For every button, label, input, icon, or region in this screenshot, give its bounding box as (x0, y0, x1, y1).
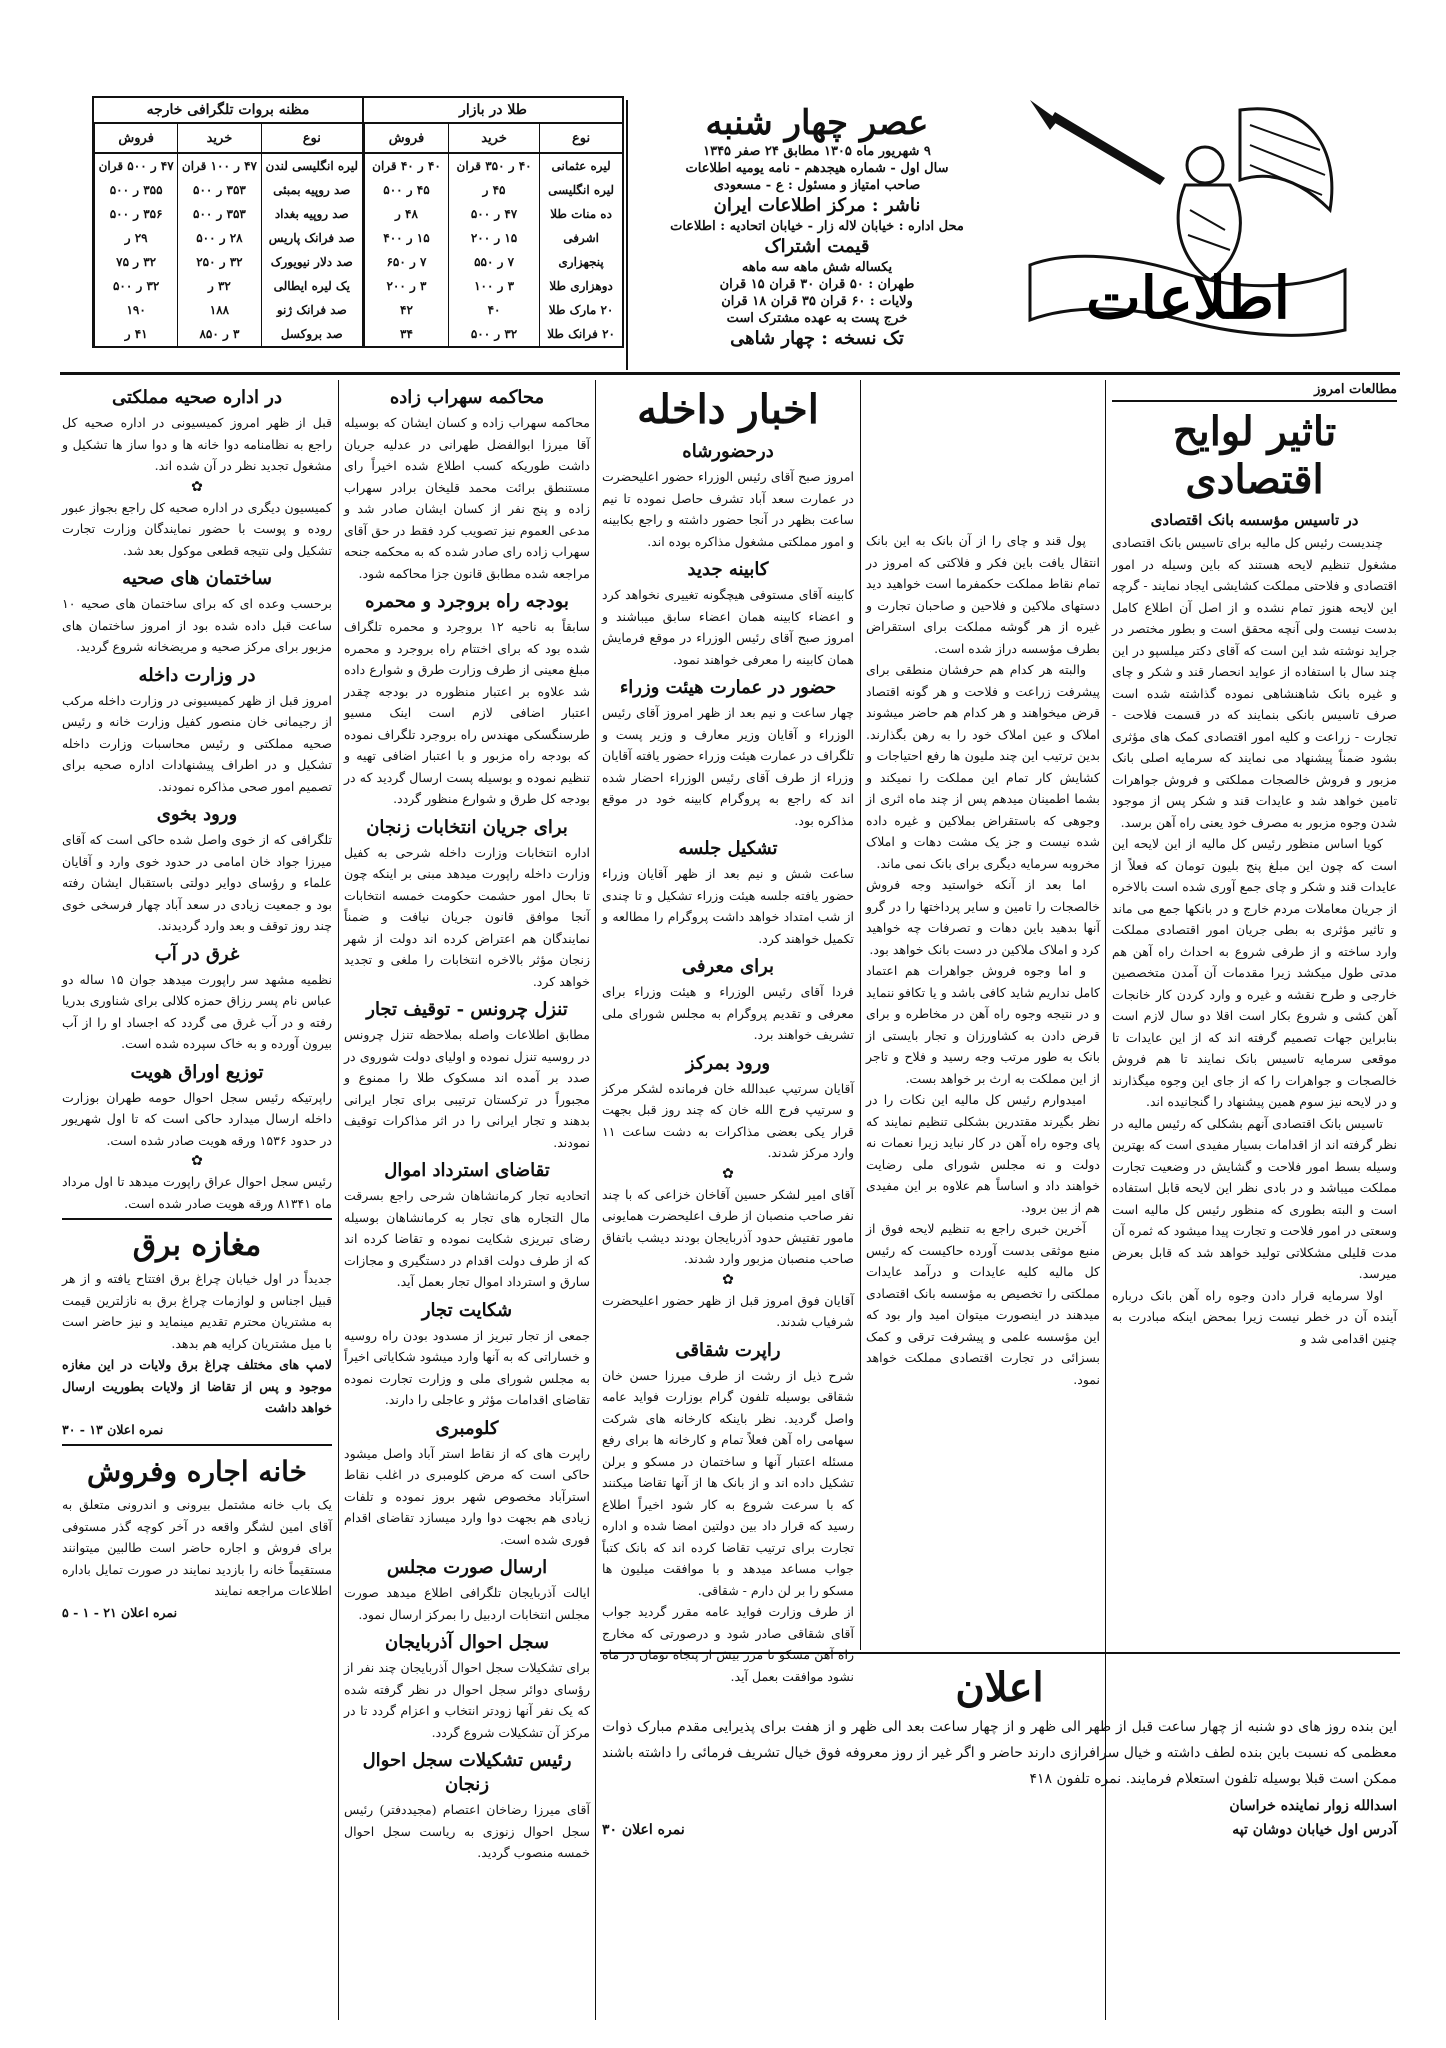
news-paragraph: نظمیه مشهد سر راپورت میدهد جوان ۱۵ ساله دو عباس نام پسر رزاق حمزه کلالی برای شناوری بدریا رفته و در آب غرق می گردد که اجساد او را از آب بیرون آورده و به خاک سپرده شده است. (62, 971, 332, 1051)
gold-cell: ۴۷ ر ۵۰۰ (448, 202, 539, 226)
gold-cell: ۳۲ ر ۵۰۰ (448, 322, 539, 346)
fx-cell: یک لیره ایطالی (261, 274, 362, 298)
column-domestic-news (602, 380, 854, 1684)
owner-line: صاحب امتیاز و مسئول : ع - مسعودی (713, 178, 921, 193)
gold-cell: ۷ ر ۶۵۰ (365, 250, 449, 274)
notice-signature: اسدالله زوار نماینده خراسان (1229, 1798, 1397, 1814)
notice-title: اعلان (955, 1664, 1044, 1711)
news-paragraph: راپرتیکه رئیس سجل احوال حومه طهران بوزارت داخله ارسال میدارد حاکی است که تا اول شهریور در حدود ۱۵۳۶ ورقه هویت صادر شده است. (62, 1089, 332, 1148)
fx-header: نوع (261, 124, 362, 153)
notice-box (602, 1658, 1397, 2018)
news-paragraph: شرح ذیل از رشت از طرف میرزا حسن خان شقاقی بوسیله تلفون گرام بوزارت فواید عامه واصل گردید. نظر باینکه کارخانه های شرکت سهامی راه آهن فعلاً تمام و کارخانه ها برای رفع مسئله اعتبار آنها و ساختمان در مسکو و برلن تشکیل داده اند و از بانک ها از آنها تقاضا میکنند که با سرعت شروع به کار شود اخیراً اطلاع رسید که قرار داد بین دولتین امضا شده و اداره تجارت برای ترتیب تقاضا کرده اند که بانک کتباً جواب مساعد میدهد و با موافقت میلیون ها مسکو را بر لن دارم - شقاقی. (602, 1367, 854, 1598)
gold-cell: ۴۵ ر (448, 178, 539, 202)
news-paragraph: فردا آقای رئیس الوزراء و هیئت وزراء برای معرفی و تقدیم پروگرام به مجلس شورای ملی تشریف خواهند برد. (602, 984, 854, 1042)
news-headline: برای معرفی (681, 956, 775, 977)
news-paragraph: سابقاً به ناحیه ۱۲ بروجرد و محمره تلگراف شده بود که برای اختتام راه بروجرد و محمره مبلغ معینی از طرف وزارت طرق و شوارع داده شد علاوه بر اعتبار منظوره در بودجه چقدر اعتبار اضافی لازم است اینک مسیو طرسنگسکی مهندس راه بروجرد تلگراف نموده که بودجه راه مزبور و با اعتبار اضافی تهیه و تنظیم نموده و بوسیله پست ارسال گردید که در بودجه کل طرق و شوارع منظور گردد. (344, 619, 590, 806)
fx-row (95, 250, 363, 274)
ad-house-title: خانه اجاره وفروش (86, 1455, 307, 1488)
ad-electric-text2: لامپ های مختلف چراغ برق ولایات در این مغازه موجود و پس از تقاضا از ولایات بطوریت ارسال خواهد داشت (62, 1357, 332, 1415)
gold-cell: ۳۴ (365, 322, 449, 346)
fx-cell: صد فرانک ژنو (261, 298, 362, 322)
fx-row (95, 322, 363, 346)
news-paragraph: آقای امیر لشکر حسین آقاخان خزاعی که با چند نفر صاحب منصبان از طرف اعلیحضرت همایونی مامور تفتیش حدود آذربایجان بودند دیشب باتفاق صاحب منصبان مزبور وارد شدند. (602, 1186, 854, 1266)
news-headline: تشکیل جلسه (678, 838, 778, 859)
masthead-bottom-rule (60, 372, 1400, 375)
news-paragraph: آقایان فوق امروز قبل از ظهر حضور اعلیحضرت شرفیاب شدند. (602, 1292, 854, 1329)
fx-cell: صد روپیه بغداد (261, 202, 362, 226)
gold-header: فروش (365, 124, 449, 153)
star-separator-icon: ✿ (722, 1271, 734, 1288)
article-paragraph: امیدوارم رئیس کل مالیه این نکات را در نظر بگیرند مقتدرین بشکلی تنظیم نمایند که پای وجوه راه آهن در کار نباید زیرا نعمات نه دولت و نه مجلس شورای ملی رضایت خواهند داد و اساساً هم علاوه بر این مفیدی هم از بین برود. (866, 1092, 1100, 1215)
masthead-brand (1010, 90, 1360, 340)
article-paragraph: و اما وجوه فروش جواهرات هم اعتماد کامل نداریم شاید کافی باشد و یا تکافو ننماید و در نتیجه وجوه راه آهن در مخاطره و برای قرض دادن به کشاورزان و تجار بایستی از بانک به طور مرتب وجه رسید و فلاح و تاجر از این مملکت به ارث بر خواهد بست. (866, 963, 1100, 1086)
fx-cell: ۳۵۳ ر ۵۰۰ (178, 202, 261, 226)
article-paragraph: آخرین خبری راجع به تنظیم لایحه فوق از منبع موثقی بدست آورده حاکیست که رئیس کل مالیه کلیه عایدات و درآمد عایدات مملکتی را تخصیص به مؤسسه بانک اقتصادی میدهند در اینصورت میتوان امید وار بود که این مؤسسه علمی و پیشرفت ترقی و کمک بسزائی در تجارت اقتصادی مملکت خواهد نمود. (866, 1221, 1100, 1387)
news-headline: تنزل چرونس - توقیف تجار (366, 999, 568, 1020)
section-label: مطالعات امروز (1112, 380, 1397, 402)
news-headline: راپرت شقاقی (675, 1339, 781, 1361)
news-headline: ارسال صورت مجلس (386, 1557, 548, 1578)
gold-price-table (362, 96, 624, 348)
news-headline: حضور در عمارت هیئت وزراء (619, 677, 837, 698)
column-rule-2 (860, 380, 861, 1650)
fx-cell: ۴۷ ر ۵۰۰ قران (95, 153, 178, 178)
article-paragraph: کویا اساس منظور رئیس کل مالیه از این لایحه این است که چون این مبلغ پنج بلیون تومان که فعلاً از عایدات قند و شکر و چای جمع آوری شده است بالاخره از جریان معاملات مردم خارج و در بانکها جمع می ماند و تاثیر مؤثری به بطی جریان امور اقتصادی مملکت وارد ساخته و از طرفی شروع به احداث راه آهن هم مدتی طول میکشد زیرا مقدمات آن آمدن متخصصین خارجی و طرح نقشه و غیره و وارد کردن کار خانجات آهن کشی و شروع بکار است اقلا دو سال لازم است بنابراین جهات تصمیم گرفته اند که از این عایدات تا موقعی سرمایه تاسیس بانک نمایند تا هم فروش خالصجات و جواهرات را که از جای این وجوه میگذارند و در لایحه نیز سوم همین پیشنهاد را گنجانیده اند. (1112, 836, 1397, 1109)
news-paragraph: امروز قبل از ظهر کمیسیونی در وزارت داخله مرکب از رجیمانی خان منصور کفیل وزارت خانه و رئیس صحیه مملکتی و رئیس محاسبات وزارت داخله تشکیل و در اطراف پیشنهادات اداره صحیه برای تصمیم امور صحی مذاکره نمودند. (62, 692, 332, 794)
fx-cell: ۳۲ ر ۵۰۰ (95, 274, 178, 298)
news-paragraph: تلگرافی که از خوی واصل شده حاکی است که آقای میرزا جواد خان امامی در حدود خوی وارد و آقایان علماء و رؤسای دوایر دولتی باستقبال ایشان رفته بود و جمعیت زیادی در سعد آباد چهار فرسخی خوی چند روز توقف و بعد وارد گردیدند. (62, 832, 332, 933)
gold-cell: پنجهزاری (540, 250, 622, 274)
news-headline: رئیس تشکیلات سجل احوال زنجان (362, 1750, 572, 1795)
news-paragraph: برای تشکیلات سجل احوال آذربایجان چند نفر از رؤسای دوائر سجل احوال در نظر گرفته شده که یک نفر آنها زودتر انتخاب و اعزام گردد تا در مرکز آن تشکیلات شروع گردد. (344, 1660, 590, 1740)
ad-house-number: نمره اعلان ۲۱ - ۱ - ۵ (62, 1604, 178, 1620)
fx-cell: ۲۸ ر ۵۰۰ (178, 226, 261, 250)
fx-header: خرید (178, 124, 261, 153)
gold-cell: ۴۲ (365, 298, 449, 322)
news-headline: سجل احوال آذربایجان (385, 1632, 549, 1653)
fx-cell: ۲۹ ر (95, 226, 178, 250)
fx-row (95, 274, 363, 298)
gold-row (365, 298, 623, 322)
ad-electric-title: مغازه برق (132, 1228, 262, 1263)
star-separator-icon: ✿ (722, 1165, 734, 1182)
fx-cell: صد بروکسل (261, 322, 362, 346)
news-headline: غرق در آب (154, 943, 240, 965)
fx-cell: ۱۹۰ (95, 298, 178, 322)
editorial-subtitle: در تاسیس مؤسسه بانک اقتصادی (1150, 511, 1359, 529)
fx-cell: ۳۵۵ ر ۵۰۰ (95, 178, 178, 202)
news-headline: کابینه جدید (687, 559, 769, 580)
news-paragraph: کمیسیون دیگری در اداره صحیه کل راجع بجواز عبور روده و پوست با حضور نمایندگان وزارت تجارت تشکیل ولی نتیجه قطعی موکول بعد شد. (62, 499, 332, 558)
gold-cell: ۴۸ ر (365, 202, 449, 226)
article-paragraph: اما بعد از آنکه خواستید وجه فروش خالصجات را تامین و سایر پرداختها را در گرو آنها بدهید باین دهات و تصرفات چه خواهید کرد و املاک ملاکین در دست بانک خواهد بود. (866, 877, 1100, 957)
news-headline: ساختمان های صحیه (122, 568, 272, 589)
news-paragraph: آقایان سرتیپ عبدالله خان فرمانده لشکر مرکز و سرتیپ فرج الله خان که چند روز قبل بجهت قرار یکی بعضی مذاکرات به دشت ساعت ۱۱ وارد مرکز شدند. (602, 1080, 854, 1160)
fx-cell: صد فرانک پاریس (261, 226, 362, 250)
subscription-tehran: طهران : ۵۰ قران ۳۰ قران ۱۵ قران (719, 277, 915, 292)
column-editorial-cont (866, 380, 1100, 1795)
fx-cell: ۳۵۳ ر ۵۰۰ (178, 178, 261, 202)
news-paragraph: اتحادیه تجار کرمانشاهان شرحی راجع بسرقت مال التجاره های تجار به کرمانشاهان بوسیله رضای تبریزی شکایت نموده و تقاضا کرده اند که از طرف دولت اقدام در دستگیری و مجازات سارق و استرداد اموال تجار بعمل آید. (344, 1188, 590, 1289)
news-headline: ورود بمرکز (685, 1052, 771, 1074)
domestic-news-title: اخبار داخله (637, 386, 819, 433)
ad-electric-shop (62, 1218, 332, 1440)
gold-cell: ۴۰ ر ۴۰ قران (365, 153, 449, 178)
column-health-news (62, 380, 332, 2020)
gold-cell: لیره عثمانی (540, 153, 622, 178)
gold-cell: ۲۰ فرانک طلا (540, 322, 622, 346)
gold-row (365, 274, 623, 298)
notice-text: این بنده روز های دو شنبه از چهار ساعت قبل از ظهر الی ظهر و از چهار ساعت بعد الی ظهر و از هفت برای پذیرایی مقدم مبارک ذوات معظمی که نسبت باین بنده لطف داشته و خیال سرافرازی دارند حاضر و اگر غیر از روز معروفه فوق خیال تشریف فرمائی را داشته باشند ممکن است قبلا بوسیله تلفون استعلام فرمایند. نمره تلفون ۴۱۸ (602, 1719, 1397, 1787)
news-headline: محاکمه سهراب زاده (389, 387, 545, 408)
gold-row (365, 250, 623, 274)
notice-address: آدرس اول خیابان دوشان تپه (1232, 1822, 1397, 1838)
news-paragraph: آقای میرزا رضاخان اعتصام (مجیددفتر) رئیس سجل احوال زنوزی به ریاست سجل احوال خمسه منصوب گردید. (344, 1802, 590, 1860)
ad-electric-text: جدیداً در اول خیابان چراغ برق افتتاح یافته و از هر قبیل اجناس و لوازمات چراغ برق به نازلترین قیمت به مشتریان محترم تقدیم مینماید و نیز حاضر است با میل مشتریان کرایه هم بدهد. (62, 1271, 332, 1351)
ad-house-text: یک باب خانه مشتمل بیرونی و اندرونی متعلق به آقای امین لشگر واقعه در آخر کوچه گذر مستوفی برای فروش و اجاره حاضر است طالبین میتوانند مستقیماً خانه را بازدید نمایند در صورت تمایل باداره اطلاعات مراجعه نمایند (62, 1497, 332, 1598)
article-paragraph: چندیست رئیس کل مالیه برای تاسیس بانک اقتصادی مشغول تنظیم لایحه هستند که باین وسیله در امور اقتصادی و فلاحتی مملکت کشایشی ایجاد نمایند - گرچه این لایحه هنوز تمام نشده و از اصل آن اطلاع کامل بدست نیست ولی آنچه محقق است و بطور مختصر در جراید نوشته شد این است که آقای دکتر میلسپو در این چند سال با استفاده از عواید انحصار قند و شکر و چای و غیره بانک شاهنشاهی نموده گذاشته شده است صرف تاسیس بانکی بنمایند که در قسمت فلاحت - تجارت - زراعت و کلیه امور اقتصادی کمک های مؤثری بشود ضمناً پیشنهاد می نمایند که سرمایه اصلی بانک مزبور و فروش خالصجات مملکتی و فروش جواهرات تامین خواهد شد و عایدات قند و شکر پس از موجود شدن وجوه مزبور به مصرف خود یعنی راه آهن برسد. (1112, 535, 1397, 830)
fx-cell: لیره انگلیسی لندن (261, 153, 362, 178)
article-paragraph: تاسیس بانک اقتصادی آنهم بشکلی که رئیس مالیه در نظر گرفته اند از اقدامات بسیار مفیدی است که بهترین وسیله بسط امور فلاحت و گشایش در وضعیت تجارت مملکت میباشد و در بادی نظر این لایحه قابل استفاده است و البته بطوری که منظور رئیس کل مالیه است وسعتی در امور فلاحت و تجارت پیدا میشود که ثمره آن مدت قلیلی مشکلاتی تولید خواهد شد که قابل بعرض میرسد. (1112, 1115, 1397, 1281)
gold-header: نوع (540, 124, 622, 153)
ad-electric-number: نمره اعلان ۱۳ - ۳۰ (62, 1421, 164, 1437)
gold-cell: ۱۵ ر ۲۰۰ (448, 226, 539, 250)
news-paragraph: امروز صبح آقای رئیس الوزراء حضور اعلیحضرت در عمارت سعد آباد تشرف حاصل نموده تا نیم ساعت بظهر در آنجا حضور داشته و راجع بکابینه و امور مملکتی مشغول مذاکره بوده اند. (602, 469, 854, 549)
article-paragraph: پول قند و چای را از آن بانک به این بانک انتقال یافت باین فکر و فلاکتی که امروز در تمام نقاط مملکت حکمفرما است خواهید دید دستهای ملاکین و فلاحین و صاحبان تجارت و غیره از هر گوشه مملکت برای استقراض بطرف مؤسسه دراز شده است. (866, 533, 1100, 656)
news-headline: ورود بخوی (156, 804, 238, 825)
issue-day: عصر چهار شنبه (705, 103, 929, 143)
news-headline: کلومبری (435, 1417, 499, 1439)
gold-cell: ۴۰ ر ۳۵۰ قران (448, 153, 539, 178)
fx-cell: صد روپیه بمبئی (261, 178, 362, 202)
single-price: تک نسخه : چهار شاهی (730, 328, 904, 349)
gold-cell: اشرفی (540, 226, 622, 250)
gold-cell: ده منات طلا (540, 202, 622, 226)
gold-cell: ۳ ر ۱۰۰ (448, 274, 539, 298)
date-line: ۹ شهریور ماه ۱۳۰۵ مطابق ۲۴ صفر ۱۳۴۵ (703, 144, 931, 159)
news-headline: در اداره صحیه مملکتی (111, 387, 282, 408)
gold-cell: ۱۵ ر ۴۰۰ (365, 226, 449, 250)
fx-row (95, 226, 363, 250)
news-paragraph: مطابق اطلاعات واصله بملاحظه تنزل چرونس در روسیه تنزل نموده و اولیای دولت شوروی در صدد بر آمده اند مسکوک طلا را ممنوع و مجبوراً در ترکستان ترتیبی برای تجار ایرانی بدهند و تجار ایرانی را در اثر مذاکرات توقیف نمودند. (344, 1027, 590, 1150)
news-paragraph: رئیس سجل احوال عراق راپورت میدهد تا اول مرداد ماه ۸۱۳۴۱ ورقه هویت صادر شده است. (62, 1174, 332, 1211)
news-paragraph: برحسب وعده ای که برای ساختمان های صحیه ۱۰ ساعت قبل داده شده بود از امروز ساختمان های مزبور برای مرکز صحیه و مریضخانه شروع گردید. (62, 596, 332, 654)
angel-trumpet-emblem (1010, 90, 1360, 340)
gold-cell: ۴۵ ر ۵۰۰ (365, 178, 449, 202)
brand-logo-text: اطلاعات (1086, 264, 1290, 332)
fx-table-title: مظنه بروات تلگرافی خارجه (94, 98, 362, 124)
fx-cell: ۴۷ ر ۱۰۰ قران (178, 153, 261, 178)
gold-cell: ۴۰ (448, 298, 539, 322)
fx-row (95, 202, 363, 226)
gold-row (365, 202, 623, 226)
fx-row (95, 298, 363, 322)
news-paragraph: اداره انتخابات وزارت داخله شرحی به کفیل وزارت داخله راپورت میدهد مبنی بر اینکه چون تا بحال امور حشمت حکومت خمسه انتخابات آنجا موافق قانون جریان نیافت و ضمناً نمایندگان هم اعتراض کرده اند دولت از شهر زنجان مؤثر بالاخره انتخابات را ملغی و تجدید خواهد کرد. (344, 844, 590, 989)
fx-cell: ۳۲ ر ۲۵۰ (178, 250, 261, 274)
article-paragraph: والبته هر کدام هم حرفشان منطقی برای پیشرفت زراعت و فلاحت و هر گونه اقتصاد قرض میخواهند و هر کدام هم حاضر میشوند املاک و عین املاک خود را به رهن بگذارند. بدین ترتیب این چند ملیون ها رفع احتیاجات و کشایش کار تمام این مملکت را نمیکند و بشما اطمینان میدهم پس از چند ماه اثری از وجوهی که باستقراض بملاکین و غیره داده شده نیست و جز یک مشت دهات و املاک مخروبه سرمایه دیگری برای بانک نمی ماند. (866, 662, 1100, 871)
gold-row (365, 322, 623, 346)
column-rule-3 (595, 380, 596, 2020)
news-paragraph: محاکمه سهراب زاده و کسان ایشان که بوسیله آقا میرزا ابوالفضل طهرانی در عدلیه جریان داشت طوریکه کسب اطلاع شده اخیراً رای مستنطق برائت محمد قلیخان برادر سهراب زاده و پنج نفر از کسان ایشان صادر شد و مدعی العموم نیز تصویب کرد فقط در حق آقای سهراب زاده رای صادر شده که به محکمه جنحه مراجعه شده مطابق قانون جزا محاکمه شود. (344, 415, 590, 581)
news-paragraph: از طرف وزارت فواید عامه مقرر گردید جواب آقای شقاقی صادر شود و درصورتی که مخارج راه آهن مسکو تا مرز بیش از پنجاه تومان در ماه نشود موافقت بعمل آید. (602, 1604, 854, 1684)
star-separator-icon: ✿ (191, 478, 203, 495)
gold-cell: دوهزاری طلا (540, 274, 622, 298)
news-headline: بودجه راه بروجرد و محمره (365, 591, 569, 612)
notice-number: نمره اعلان ۳۰ (602, 1822, 685, 1838)
news-paragraph: جمعی از تجار تبریز از مسدود بودن راه روسیه و خساراتی که به آنها وارد میشود شکایاتی اخیراً به مجلس شورای ملی و وزارت تجارت نموده تقاضای اقدامات مؤثر و عاجلی را دارند. (344, 1327, 590, 1407)
gold-row (365, 153, 623, 178)
fx-cell: ۳۲ ر (178, 274, 261, 298)
gold-cell: ۲۰ مارک طلا (540, 298, 622, 322)
subscription-cols: یکساله شش ماهه سه ماهه (741, 260, 893, 275)
masthead-divider (626, 100, 628, 370)
news-headline: درحضورشاه (682, 441, 774, 462)
address-line: محل اداره : خیابان لاله زار - خیابان اتحادیه : اطلاعات (670, 219, 964, 234)
fx-row (95, 178, 363, 202)
news-paragraph: کابینه آقای مستوفی هیچگونه تغییری نخواهد کرد و اعضاء کابینه همان اعضاء سابق میباشند و امروز صبح آقای رئیس الوزراء در موقع فرمایش همان کابینه را معرفی خواهند نمود. (602, 587, 854, 667)
gold-cell: ۷ ر ۵۵۰ (448, 250, 539, 274)
fx-cell: ۳۵۶ ر ۵۰۰ (95, 202, 178, 226)
fx-cell: ۴۱ ر (95, 322, 178, 346)
news-paragraph: ایالت آذربایجان تلگرافی اطلاع میدهد صورت مجلس انتخابات اردبیل را بمرکز ارسال نمود. (344, 1585, 590, 1622)
gold-row (365, 178, 623, 202)
column-court-news (344, 380, 590, 2020)
fx-rate-table (92, 96, 364, 348)
article-paragraph: اولا سرمایه قرار دادن وجوه راه آهن بانک درباره آینده آن در خطر نیست زیرا بمحض اینکه مبادرت به چنین اقدامی شد و (1112, 1287, 1397, 1346)
news-paragraph: راپرت های که از نقاط استر آباد واصل میشود حاکی است که مرض کلومبری در اغلب نقاط استرآباد مخصوص شهر بروز نموده و تلفات زیادی هم بجهت دوا وارد میسازد تقاضای اقدام فوری شده است. (344, 1445, 590, 1547)
news-headline: تقاضای استرداد اموال (384, 1160, 550, 1181)
postage-line: خرج پست به عهده مشترک است (726, 311, 908, 326)
fx-row (95, 153, 363, 178)
gold-row (365, 226, 623, 250)
gold-cell: ۳ ر ۲۰۰ (365, 274, 449, 298)
gold-table-title: طلا در بازار (364, 98, 622, 124)
ad-house-rent (62, 1444, 332, 1623)
news-paragraph: قبل از ظهر امروز کمیسیونی در اداره صحیه کل راجع به نظامنامه دوا خانه ها و دوا ساز ها تشکیل و مشغول تجدید نظر در آن شده اند. (62, 415, 332, 473)
fx-header: فروش (95, 124, 178, 153)
news-headline: برای جریان انتخابات زنجان (366, 816, 568, 838)
gold-cell: لیره انگلیسی (540, 178, 622, 202)
fx-cell: ۱۸۸ (178, 298, 261, 322)
news-headline: توزیع اوراق هویت (130, 1061, 264, 1083)
news-paragraph: ساعت شش و نیم بعد از ظهر آقایان وزراء حضور یافته جلسه هیئت وزراء تشکیل و تا چندی از شب امتداد خواهد داشت پروگرام را مطالعه و تکمیل خواهند کرد. (602, 866, 854, 946)
editorial-title: تاثیر لوایح اقتصادی (1172, 408, 1337, 503)
publisher-line: ناشر : مرکز اطلاعات ایران (713, 195, 921, 216)
gold-header: خرید (448, 124, 539, 153)
fx-cell: ۳ ر ۸۵۰ (178, 322, 261, 346)
star-separator-icon: ✿ (191, 1153, 203, 1169)
subscription-title: قیمت اشتراک (764, 236, 870, 257)
column-rule-4 (338, 380, 339, 2020)
subscription-provinces: ولایات : ۶۰ قران ۳۵ قران ۱۸ قران (721, 294, 913, 309)
news-headline: شکایت تجار (421, 1299, 513, 1321)
fx-cell: ۳۲ ر ۷۵ (95, 250, 178, 274)
masthead-info (632, 103, 1002, 349)
news-paragraph: چهار ساعت و نیم بعد از ظهر امروز آقای رئیس الوزراء و آقایان وزیر معارف و وزیر پست و تلگراف در عمارت هیئت وزراء حضور یافته آقایان وزراء از طرف آقای رئیس الوزراء احضار شده اند که راجع به پروگرام کابینه خود در موقع مذاکره بود. (602, 705, 854, 828)
year-line: سال اول - شماره هیجدهم - نامه یومیه اطلاعات (685, 161, 949, 176)
news-headline: در وزارت داخله (138, 664, 256, 686)
fx-cell: صد دلار نیویورک (261, 250, 362, 274)
